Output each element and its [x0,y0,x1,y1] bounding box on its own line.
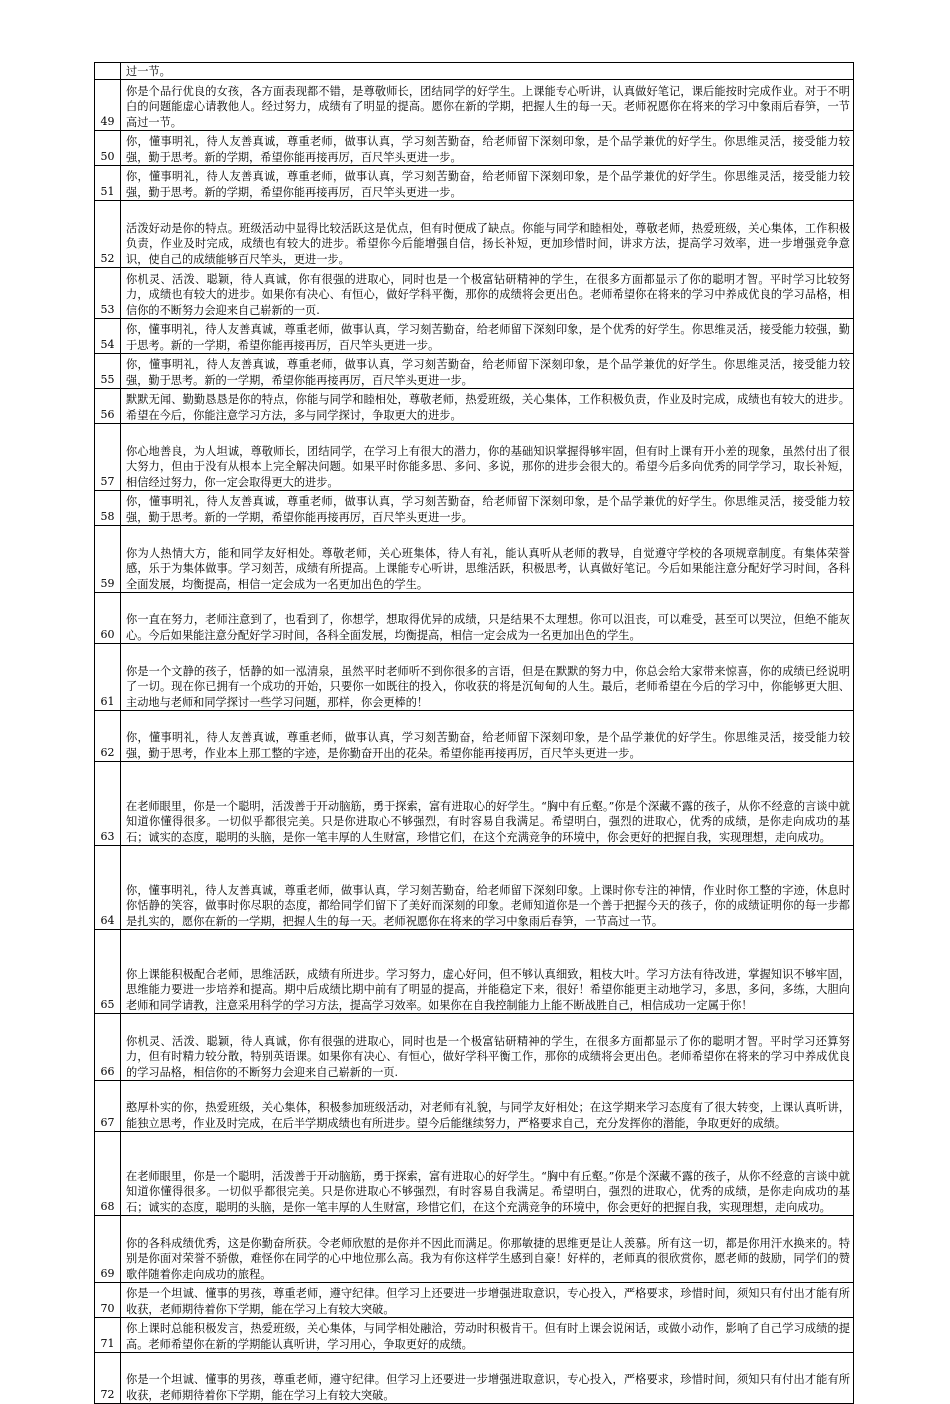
table-row [95,1081,854,1132]
comment-text: 你的各科成绩优秀，这是你勤奋所获。令老师欣慰的是你并不因此而满足。你那敏捷的思维更是让人羡慕。所有这一切，都是你用汗水换来的。特别是你面对荣誉不骄傲，难怪你在同学的心中地位那么高。我为有你这样学生感到自豪！好样的，老师真的很欣赏你，愿老师的鼓励，同学们的赞歌伴随着你走向成功的旅程。 [121,1216,854,1283]
table-row [95,644,854,711]
comment-text: 憨厚朴实的你，热爱班级，关心集体，积极参加班级活动，对老师有礼貌，与同学友好相处；在这学期来学习态度有了很大转变，上课认真听讲，能独立思考，作业及时完成，在后半学期成绩也有所进步。望今后能继续努力，严格要求自己，充分发挥你的潜能，争取更好的成绩。 [121,1081,854,1132]
table-row [95,593,854,644]
row-number: 69 [95,1216,121,1283]
comment-text: 你上课能积极配合老师，思维活跃，成绩有所进步。学习努力，虚心好问，但不够认真细致，粗枝大叶。学习方法有待改进，掌握知识不够牢固，思维能力要进一步培养和提高。期中后成绩比期中前有了明显的提高，并能稳定下来，很好！希望你能更主动地学习，多思，多问，多练，大胆向老师和同学请教，注意采用科学的学习方法，提高学习效率。如果你在自我控制能力上能不断战胜自己，相信成功一定属于你！ [121,930,854,1014]
comment-text: 你，懂事明礼，待人友善真诚，尊重老师，做事认真，学习刻苦勤奋，给老师留下深刻印象，是个品学兼优的好学生。你思维灵活，接受能力较强，勤于思考。新的一学期，希望你能再接再厉，百尺竿头更进一步。 [121,491,854,526]
comment-text: 你机灵、活泼、聪颖，待人真诚，你有很强的进取心，同时也是一个极富钻研精神的学生，在很多方面都显示了你的聪明才智。平时学习还算努力，但有时精力较分散，特别英语课。如果你有决心、有恒心，做好学科平衡工作，那你的成绩将会更出色。老师希望你在将来的学习中养成优良的学习品格，相信你的不断努力会迎来自己崭新的一页. [121,1014,854,1081]
row-number: 49 [95,80,121,131]
comment-text: 你，懂事明礼，待人友善真诚，尊重老师，做事认真，学习刻苦勤奋，给老师留下深刻印象，是个品学兼优的好学生。你思维灵活，接受能力较强，勤于思考。新的学期，希望你能再接再厉，百尺竿头更进一步。 [121,166,854,201]
table-row [95,268,854,319]
row-number: 68 [95,1132,121,1216]
row-number: 72 [95,1353,121,1404]
table-row [95,319,854,354]
teacher-comments-table [94,62,854,1404]
table-row [95,80,854,131]
row-number [95,63,121,80]
row-number: 64 [95,846,121,930]
row-number: 63 [95,762,121,846]
row-number: 52 [95,201,121,268]
row-number: 60 [95,593,121,644]
comment-text: 你为人热情大方，能和同学友好相处。尊敬老师，关心班集体，待人有礼，能认真听从老师的教导，自觉遵守学校的各项规章制度。有集体荣誉感，乐于为集体做事。学习刻苦，成绩有所提高。上课能专心听讲，思维活跃，积极思考，认真做好笔记。今后如果能注意分配好学习时间，各科全面发展，均衡提高，相信一定会成为一名更加出色的学生。 [121,526,854,593]
comment-text: 活泼好动是你的特点。班级活动中显得比较活跃这是优点，但有时便成了缺点。你能与同学和睦相处，尊敬老师，热爱班级，关心集体，工作积极负责，作业及时完成，成绩也有较大的进步。希望你今后能增强自信，扬长补短，更加珍惜时间，讲求方法，提高学习效率，进一步增强竞争意识，使自己的成绩能够百尺竿头，更进一步。 [121,201,854,268]
row-number: 66 [95,1014,121,1081]
comment-text: 你，懂事明礼，待人友善真诚，尊重老师，做事认真，学习刻苦勤奋，给老师留下深刻印象，是个优秀的好学生。你思维灵活，接受能力较强，勤于思考。新的一学期，希望你能再接再厉，百尺竿头更进一步。 [121,319,854,354]
table-row [95,491,854,526]
table-row [95,389,854,424]
comment-text: 你，懂事明礼，待人友善真诚，尊重老师，做事认真，学习刻苦勤奋，给老师留下深刻印象。上课时你专注的神情，作业时你工整的字迹，休息时你恬静的笑容，做事时你尽职的态度，都给同学们留下了美好而深刻的印象。老师知道你是一个善于把握今天的孩子，你的成绩证明你的每一步都是扎实的，愿你在新的一学期，把握人生的每一天。老师祝愿你在将来的学习中象雨后春笋，一节高过一节。 [121,846,854,930]
row-number: 57 [95,424,121,491]
row-number: 62 [95,711,121,762]
row-number: 65 [95,930,121,1014]
comment-text: 你是一个坦诚、懂事的男孩，尊重老师，遵守纪律。但学习上还要进一步增强进取意识，专心投入，严格要求，珍惜时间，须知只有付出才能有所收获，老师期待着你下学期，能在学习上有较大突破。 [121,1353,854,1404]
table-row [95,711,854,762]
row-number: 54 [95,319,121,354]
comment-text: 你是一个坦诚、懂事的男孩，尊重老师，遵守纪律。但学习上还要进一步增强进取意识，专心投入，严格要求，珍惜时间，须知只有付出才能有所收获，老师期待着你下学期，能在学习上有较大突破。 [121,1283,854,1318]
row-number: 70 [95,1283,121,1318]
row-number: 59 [95,526,121,593]
table-row [95,354,854,389]
comment-text: 你是一个文静的孩子，恬静的如一泓清泉，虽然平时老师听不到你很多的言语，但是在默默的努力中，你总会给大家带来惊喜，你的成绩已经说明了一切。现在你已拥有一个成功的开始，只要你一如既往的投入，你收获的将是沉甸甸的人生。最后，老师希望在今后的学习中，你能够更大胆、主动地与老师和同学探讨一些学习问题，那样，你会更棒的！ [121,644,854,711]
table-row [95,166,854,201]
table-row [95,1014,854,1081]
comment-text: 你，懂事明礼，待人友善真诚，尊重老师，做事认真，学习刻苦勤奋，给老师留下深刻印象，是个品学兼优的好学生。你思维灵活，接受能力较强，勤于思考，作业本上那工整的字迹，是你勤奋开出的花朵。希望你能再接再厉，百尺竿头更进一步。 [121,711,854,762]
comment-text: 你是个品行优良的女孩，各方面表现都不错，是尊敬师长，团结同学的好学生。上课能专心听讲，认真做好笔记，课后能按时完成作业。对于不明白的问题能虚心请教他人。经过努力，成绩有了明显的提高。愿你在新的学期，把握人生的每一天。老师祝愿你在将来的学习中象雨后春笋，一节高过一节。 [121,80,854,131]
row-number: 61 [95,644,121,711]
comments-table-container [94,62,854,1404]
table-row [95,762,854,846]
table-body [95,63,854,1404]
table-row [95,846,854,930]
comment-text: 你机灵、活泼、聪颖，待人真诚，你有很强的进取心，同时也是一个极富钻研精神的学生，在很多方面都显示了你的聪明才智。平时学习比较努力，成绩也有较大的进步。如果你有决心、有恒心，做好学科平衡，那你的成绩将会更出色。老师希望你在将来的学习中养成优良的学习品格，相信你的不断努力会迎来自己崭新的一页. [121,268,854,319]
comment-text: 过一节。 [121,63,854,80]
row-number: 51 [95,166,121,201]
comment-text: 在老师眼里，你是一个聪明，活泼善于开动脑筋，勇于探索，富有进取心的好学生。“胸中有丘壑。”你是个深藏不露的孩子，从你不经意的言谈中就知道你懂得很多。一切似乎都很完美。只是你进取心不够强烈，有时容易自我满足。希望明白，强烈的进取心，优秀的成绩，是你走向成功的基石；诚实的态度，聪明的头脑，是你一笔丰厚的人生财富，珍惜它们，在这个充满竞争的环境中，你会更好的把握自我，实现理想，走向成功。 [121,762,854,846]
table-row [95,201,854,268]
row-number: 56 [95,389,121,424]
table-row [95,1318,854,1353]
row-number: 58 [95,491,121,526]
comment-text: 你，懂事明礼，待人友善真诚，尊重老师，做事认真，学习刻苦勤奋，给老师留下深刻印象，是个品学兼优的好学生。你思维灵活，接受能力较强，勤于思考。新的一学期，希望你能再接再厉，百尺竿头更进一步。 [121,354,854,389]
comment-text: 你上课时总能积极发言，热爱班级，关心集体，与同学相处融洽，劳动时积极肯干。但有时上课会说闲话，或做小动作，影响了自己学习成绩的提高。老师希望你在新的学期能认真听讲，学习用心，争取更好的成绩。 [121,1318,854,1353]
table-row [95,1216,854,1283]
table-row [95,424,854,491]
row-number: 50 [95,131,121,166]
comment-text: 你一直在努力，老师注意到了，也看到了，你想学，想取得优异的成绩，只是结果不太理想。你可以沮丧，可以难受，甚至可以哭泣，但绝不能灰心。今后如果能注意分配好学习时间，各科全面发展，均衡提高，相信一定会成为一名更加出色的学生。 [121,593,854,644]
table-row [95,1283,854,1318]
row-number: 71 [95,1318,121,1353]
table-row [95,526,854,593]
comment-text: 你心地善良，为人坦诚，尊敬师长，团结同学，在学习上有很大的潜力，你的基础知识掌握得够牢固，但有时上课有开小差的现象，虽然付出了很大努力，但由于没有从根本上完全解决问题。如果平时你能多思、多问、多说，那你的进步会很大的。希望今后多向优秀的同学学习，取长补短，相信经过努力，你一定会取得更大的进步。 [121,424,854,491]
table-row [95,1132,854,1216]
comment-text: 在老师眼里，你是一个聪明，活泼善于开动脑筋，勇于探索，富有进取心的好学生。“胸中有丘壑。”你是个深藏不露的孩子，从你不经意的言谈中就知道你懂得很多。一切似乎都很完美。只是你进取心不够强烈，有时容易自我满足。希望明白，强烈的进取心，优秀的成绩，是你走向成功的基石；诚实的态度，聪明的头脑，是你一笔丰厚的人生财富，珍惜它们，在这个充满竞争的环境中，你会更好的把握自我，实现理想，走向成功。 [121,1132,854,1216]
row-number: 67 [95,1081,121,1132]
table-row [95,930,854,1014]
comment-text: 默默无闻、勤勤恳恳是你的特点，你能与同学和睦相处，尊敬老师，热爱班级，关心集体，工作积极负责，作业及时完成，成绩也有较大的进步。希望在今后，你能注意学习方法，多与同学探讨，争取更大的进步。 [121,389,854,424]
row-number: 55 [95,354,121,389]
table-row [95,1353,854,1404]
comment-text: 你，懂事明礼，待人友善真诚，尊重老师，做事认真，学习刻苦勤奋，给老师留下深刻印象，是个品学兼优的好学生。你思维灵活，接受能力较强，勤于思考。新的学期，希望你能再接再厉，百尺竿头更进一步。 [121,131,854,166]
table-row [95,63,854,80]
row-number: 53 [95,268,121,319]
table-row [95,131,854,166]
